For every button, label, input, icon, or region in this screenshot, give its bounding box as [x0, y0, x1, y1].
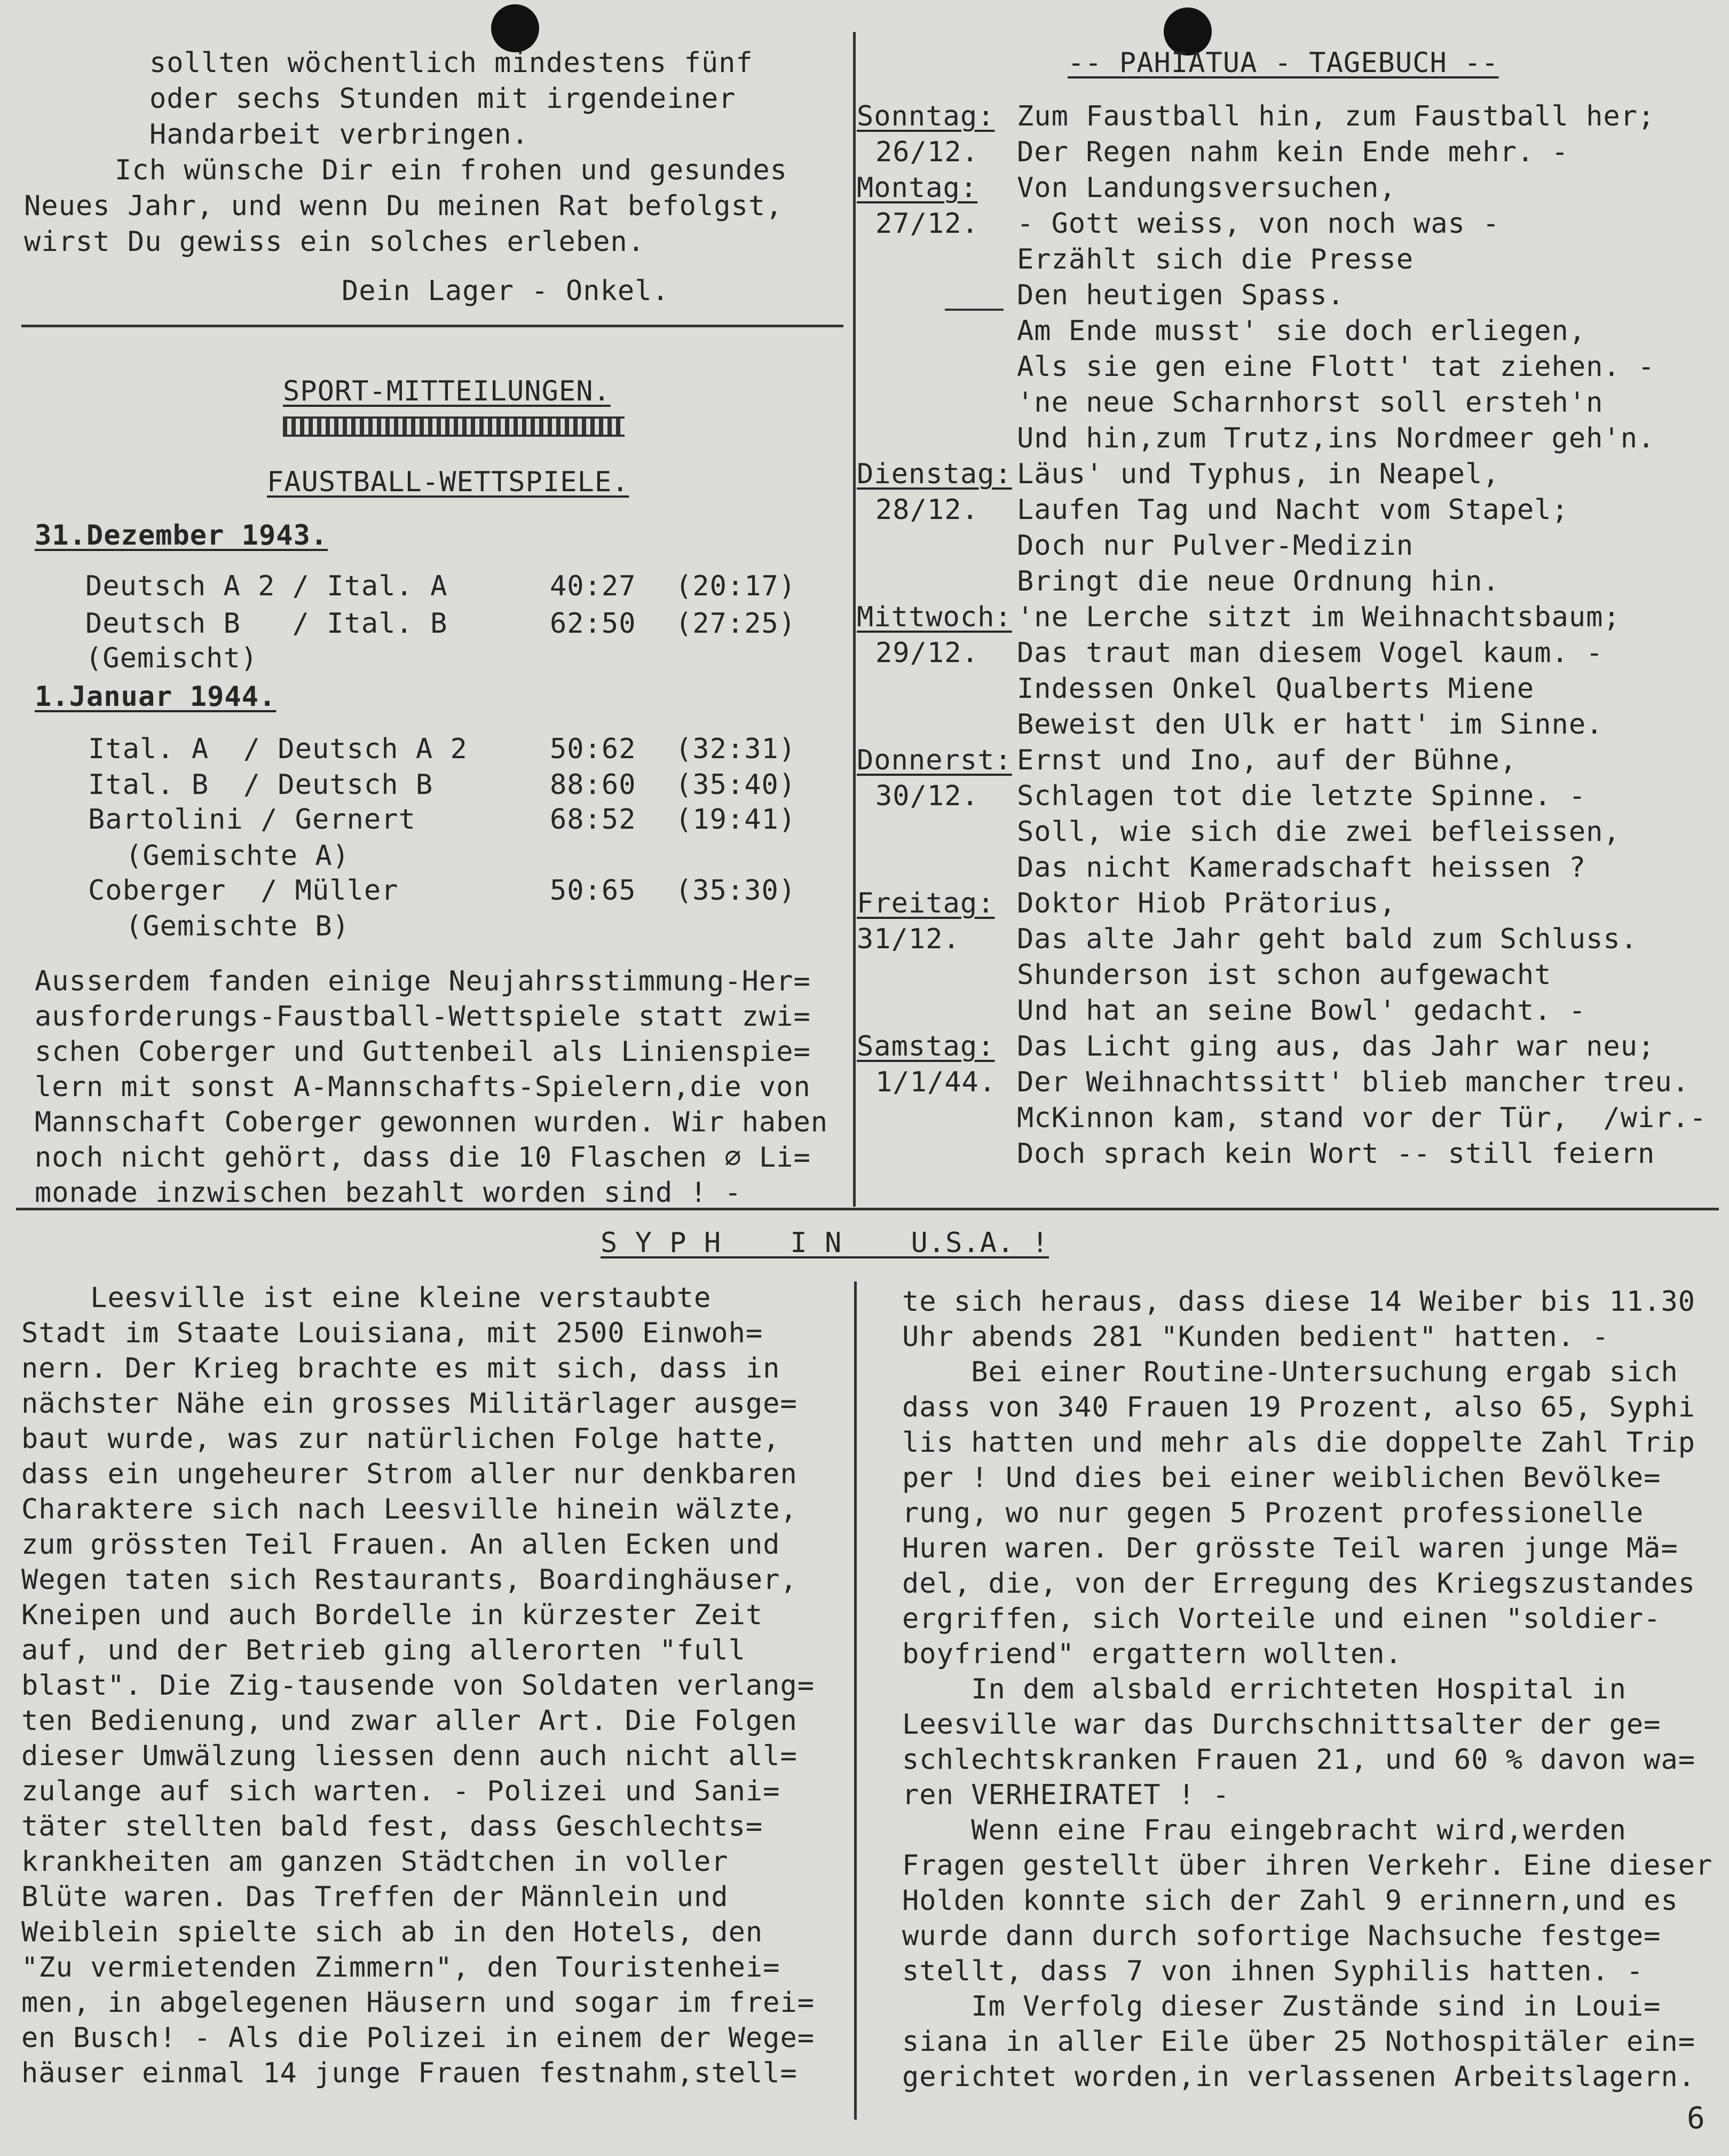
syph-line: nern. Der Krieg brachte es mit sich, dass in [21, 1352, 780, 1384]
diary-line: Als sie gen eine Flott' tat ziehen. - [1017, 351, 1655, 383]
sport-paragraph-line: schen Coberger und Guttenbeil als Linienspie= [35, 1036, 811, 1068]
diary-day: Montag: [857, 172, 978, 204]
diary-line: Bringt die neue Ordnung hin. [1017, 565, 1500, 597]
syph-line: Leesville war das Durchschnittsalter der ge= [902, 1709, 1661, 1741]
syph-line: ergriffen, sich Vorteile und einen "soldier- [902, 1603, 1661, 1635]
syph-line: nächster Nähe ein grosses Militärlager ausge= [21, 1388, 798, 1420]
syph-line: Fragen gestellt über ihren Verkehr. Eine dieser [902, 1850, 1713, 1882]
syph-line: Wenn eine Frau eingebracht wird,werden [902, 1814, 1627, 1846]
title-underline-hatch [283, 416, 625, 437]
sport-paragraph-line: monade inzwischen bezahlt worden sind ! - [35, 1177, 742, 1209]
syph-line: dass von 340 Frauen 19 Prozent, also 65, Syphi [902, 1391, 1696, 1423]
syph-line: In dem alsbald errichteten Hospital in [902, 1673, 1627, 1705]
diary-line: Ernst und Ino, auf der Bühne, [1017, 744, 1517, 776]
diary-line: McKinnon kam, stand vor der Tür, /wir.- [1017, 1102, 1707, 1134]
syph-line: per ! Und dies bei einer weiblichen Bevölke= [902, 1462, 1661, 1494]
diary-line: Der Weihnachtssitt' blieb mancher treu. [1017, 1066, 1689, 1098]
syph-line: zulange auf sich warten. - Polizei und Sani= [21, 1775, 780, 1807]
syph-line: Kneipen und auch Bordelle in kürzester Zeit [21, 1599, 763, 1631]
diary-date: 1/1/44. [875, 1066, 997, 1098]
diary-day: Samstag: [857, 1030, 995, 1063]
game-teams: Ital. B / Deutsch B [88, 769, 433, 801]
diary-line: Am Ende musst' sie doch erliegen, [1017, 315, 1586, 347]
sport-paragraph-line: ausforderungs-Faustball-Wettspiele statt zwi= [35, 1001, 811, 1033]
diary-line: Laufen Tag und Nacht vom Stapel; [1017, 494, 1569, 526]
sport-paragraph-line: lern mit sonst A-Mannschafts-Spielern,die von [35, 1071, 811, 1103]
syph-line: schlechtskranken Frauen 21, und 60 % davon wa= [902, 1744, 1696, 1776]
syph-line: dieser Umwälzung liessen denn auch nicht all= [21, 1740, 798, 1772]
diary-line: Doch sprach kein Wort -- still feiern [1017, 1138, 1655, 1170]
game-score: 62:50 [550, 608, 636, 640]
syph-line: Leesville ist eine kleine verstaubte [21, 1282, 712, 1314]
sport-date-2: 1.Januar 1944. [35, 681, 277, 713]
syph-line: "Zu vermietenden Zimmern", den Touristenhei= [21, 1952, 780, 1984]
syph-line: Uhr abends 281 "Kunden bedient" hatten. - [902, 1321, 1609, 1353]
game-half: (19:41) [675, 804, 796, 836]
syph-line: Im Verfolg dieser Zustände sind in Loui= [902, 1990, 1661, 2023]
syph-line: del, die, von der Erregung des Kriegszustandes [902, 1568, 1696, 1600]
letter-line: oder sechs Stunden mit irgendeiner [149, 83, 736, 115]
syph-line: auf, und der Betrieb ging allerorten "full [21, 1634, 746, 1666]
game-teams: Deutsch B / Ital. B [85, 608, 448, 640]
syph-line: täter stellten bald fest, dass Geschlechts= [21, 1811, 763, 1843]
letter-line: sollten wöchentlich mindestens fünf [149, 47, 753, 79]
syph-line: Holden konnte sich der Zahl 9 erinnern,und es [902, 1885, 1678, 1917]
syph-line: Charaktere sich nach Leesville hinein wälzte, [21, 1493, 798, 1525]
syph-line: gerichtet worden,in verlassenen Arbeitslagern. [902, 2061, 1696, 2093]
sport-paragraph-line: Mannschaft Coberger gewonnen wurden. Wir haben [35, 1106, 828, 1138]
game-teams: Coberger / Müller [88, 875, 399, 907]
syph-line: ten Bedienung, und zwar aller Art. Die Folgen [21, 1705, 798, 1737]
diary-line: Läus' und Typhus, in Neapel, [1017, 458, 1500, 490]
game-half: (35:30) [675, 875, 796, 907]
syph-line: stellt, dass 7 von ihnen Syphilis hatten. - [902, 1955, 1644, 1987]
sport-subtitle: FAUSTBALL-WETTSPIELE. [267, 466, 629, 498]
column-divider-top [853, 32, 856, 1207]
game-half: (20:17) [675, 570, 796, 602]
diary-line: Das alte Jahr geht bald zum Schluss. [1017, 923, 1638, 955]
syph-line: wurde dann durch sofortige Nachsuche festge= [902, 1920, 1661, 1952]
letter-signature: Dein Lager - Onkel. [342, 275, 669, 307]
diary-date: 26/12. [875, 136, 979, 168]
diary-day: Dienstag: [857, 458, 1012, 490]
syph-line: boyfriend" ergattern wollten. [902, 1638, 1402, 1670]
diary-line: - Gott weiss, von noch was - [1017, 208, 1500, 240]
diary-line: Beweist den Ulk er hatt' im Sinne. [1017, 709, 1604, 741]
diary-line: Der Regen nahm kein Ende mehr. - [1017, 136, 1569, 168]
letter-line: Ich wünsche Dir ein frohen und gesundes [115, 154, 787, 186]
game-note: (Gemischte A) [125, 840, 350, 872]
diary-line: Doktor Hiob Prätorius, [1017, 887, 1396, 919]
sport-paragraph-line: Ausserdem fanden einige Neujahrsstimmung-Her= [35, 965, 811, 997]
game-teams: Ital. A / Deutsch A 2 [88, 733, 468, 765]
syph-line: Weiblein spielte sich ab in den Hotels, den [21, 1916, 763, 1948]
syph-line: lis hatten und mehr als die doppelte Zahl Trip [902, 1427, 1696, 1459]
syph-line: Stadt im Staate Louisiana, mit 2500 Einwoh= [21, 1317, 763, 1349]
sport-paragraph-line: noch nicht gehört, dass die 10 Flaschen ∅ Li= [35, 1142, 811, 1174]
syph-line: en Busch! - Als die Polizei in einem der Wege= [21, 2022, 815, 2054]
diary-date: 28/12. [875, 494, 979, 526]
letter-line: Neues Jahr, und wenn Du meinen Rat befolgst, [24, 190, 783, 222]
diary-day: Mittwoch: [857, 601, 1012, 633]
diary-line: 'ne neue Scharnhorst soll ersteh'n [1017, 387, 1604, 419]
game-score: 50:62 [550, 733, 636, 765]
game-note: (Gemischte B) [125, 910, 350, 942]
tagebuch-title: -- PAHIATUA - TAGEBUCH -- [1068, 47, 1499, 79]
game-score: 88:60 [550, 769, 636, 801]
syph-line: Wegen taten sich Restaurants, Boardinghäuser, [21, 1564, 798, 1596]
diary-date: 29/12. [875, 637, 979, 669]
diary-line: Das Licht ging aus, das Jahr war neu; [1017, 1030, 1655, 1063]
game-score: 50:65 [550, 875, 636, 907]
diary-line: 'ne Lerche sitzt im Weihnachtsbaum; [1017, 601, 1621, 633]
diary-line: Von Landungsversuchen, [1017, 172, 1396, 204]
syph-title: S Y P H I N U.S.A. ! [601, 1227, 1049, 1259]
game-half: (32:31) [675, 733, 796, 765]
syph-line: Blüte waren. Das Treffen der Männlein und [21, 1881, 729, 1913]
syph-line: siana in aller Eile über 25 Nothospitäler ein= [902, 2026, 1696, 2058]
syph-line: häuser einmal 14 junge Frauen festnahm,stell= [21, 2057, 798, 2089]
syph-line: krankheiten am ganzen Städtchen in voller [21, 1846, 729, 1878]
diary-date: 31/12. [857, 923, 960, 955]
syph-line: men, in abgelegenen Häusern und sogar im frei= [21, 1987, 815, 2019]
game-score: 68:52 [550, 804, 636, 836]
diary-line: Das traut man diesem Vogel kaum. - [1017, 637, 1604, 669]
diary-line: Indessen Onkel Qualberts Miene [1017, 673, 1535, 705]
game-teams: Bartolini / Gernert [88, 804, 416, 836]
sport-title: SPORT-MITTEILUNGEN. [283, 375, 611, 407]
syph-line: Bei einer Routine-Untersuchung ergab sich [902, 1356, 1678, 1388]
diary-line: Das nicht Kameradschaft heissen ? [1017, 852, 1586, 884]
syph-line: rung, wo nur gegen 5 Prozent professionelle [902, 1497, 1644, 1529]
diary-line: Doch nur Pulver-Medizin [1017, 530, 1414, 562]
game-score: 40:27 [550, 570, 636, 602]
diary-date: 30/12. [875, 780, 979, 812]
diary-line: Schlagen tot die letzte Spinne. - [1017, 780, 1586, 812]
sport-date-1: 31.Dezember 1943. [35, 520, 328, 552]
diary-line: Erzählt sich die Presse [1017, 243, 1414, 276]
diary-line: Und hat an seine Bowl' gedacht. - [1017, 995, 1586, 1027]
syph-line: baut wurde, was zur natürlichen Folge hatte, [21, 1423, 780, 1455]
game-teams: Deutsch A 2 / Ital. A [85, 570, 448, 602]
divider-left-top [21, 325, 843, 327]
syph-line: te sich heraus, dass diese 14 Weiber bis 11.30 [902, 1286, 1696, 1318]
diary-mark [945, 309, 1004, 311]
letter-line: Handarbeit verbringen. [149, 119, 529, 151]
syph-line: ren VERHEIRATET ! - [902, 1779, 1230, 1811]
game-half: (27:25) [675, 608, 796, 640]
diary-day: Sonntag: [857, 100, 995, 132]
column-divider-bottom [854, 1281, 857, 2120]
diary-line: Soll, wie sich die zwei befleissen, [1017, 816, 1621, 848]
diary-line: Shunderson ist schon aufgewacht [1017, 959, 1552, 991]
page-number: 6 [1687, 2101, 1705, 2136]
syph-line: Huren waren. Der grösste Teil waren junge Mä= [902, 1532, 1678, 1564]
diary-line: Zum Faustball hin, zum Faustball her; [1017, 100, 1655, 132]
diary-date: 27/12. [875, 208, 979, 240]
game-half: (35:40) [675, 769, 796, 801]
syph-line: zum grössten Teil Frauen. An allen Ecken und [21, 1529, 780, 1561]
diary-line: Und hin,zum Trutz,ins Nordmeer geh'n. [1017, 422, 1655, 454]
diary-line: Den heutigen Spass. [1017, 279, 1345, 311]
letter-line: wirst Du gewiss ein solches erleben. [24, 226, 645, 258]
syph-line: dass ein ungeheurer Strom aller nur denkbaren [21, 1458, 798, 1490]
syph-line: blast". Die Zig-tausende von Soldaten verlang= [21, 1670, 815, 1702]
diary-day: Donnerst: [857, 744, 1012, 776]
game-note: (Gemischt) [85, 642, 258, 674]
diary-day: Freitag: [857, 887, 995, 919]
